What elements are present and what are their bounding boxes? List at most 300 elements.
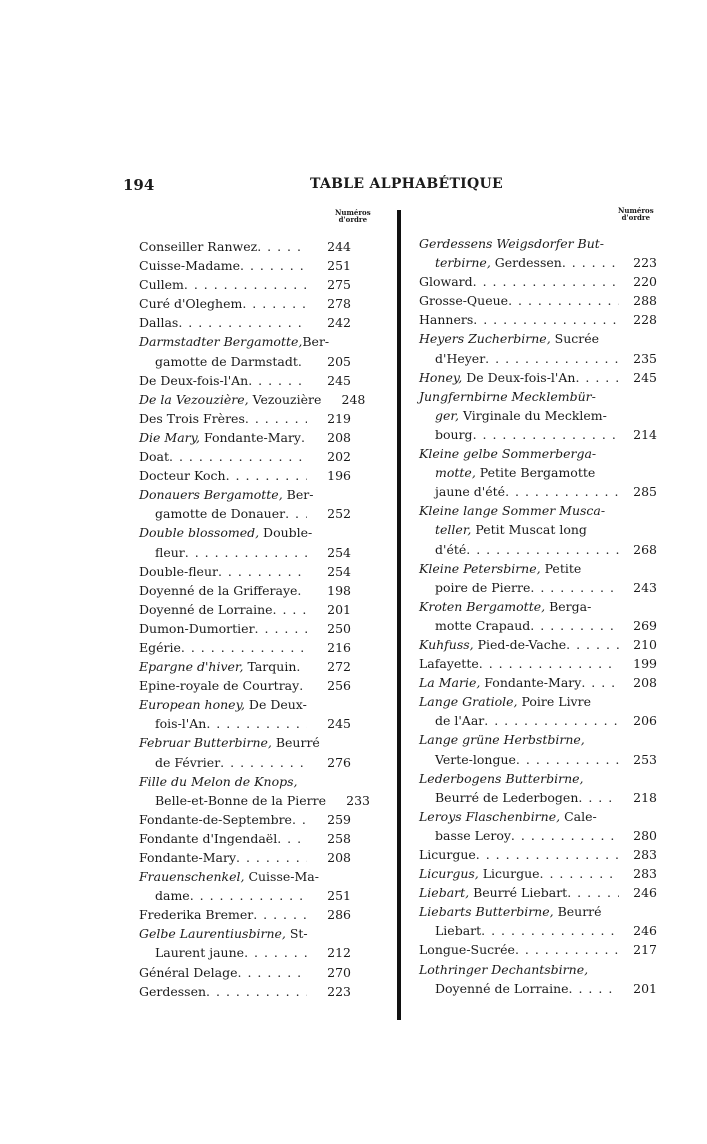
index-entry	[139, 466, 351, 485]
entry-name: Beurré	[271, 735, 320, 751]
entry-line	[419, 501, 657, 520]
entry-text	[139, 676, 299, 695]
leader-dots	[516, 750, 619, 769]
leader-dots	[505, 482, 619, 501]
entry-name: poire de Pierre	[435, 579, 531, 595]
index-entry	[139, 562, 351, 581]
entry-text	[435, 349, 485, 368]
index-entry	[419, 272, 657, 291]
leader-dots	[530, 578, 619, 597]
index-entry	[139, 619, 351, 638]
entry-line	[139, 963, 351, 982]
entry-name: de l'Aar	[435, 713, 485, 729]
leader-dots	[206, 714, 307, 733]
entry-number: 244	[327, 239, 351, 254]
entry-text	[139, 523, 312, 542]
entry-name: Double-fleur	[139, 563, 218, 579]
entry-name: De Deux-fois-l'An	[139, 372, 249, 388]
entry-number: 245	[327, 372, 351, 388]
entry-text	[435, 520, 587, 539]
entry-line	[139, 447, 351, 466]
entry-foreign-name: Donauers Bergamotte,	[139, 487, 283, 503]
entry-foreign-name: Epargne d'hiver,	[139, 659, 244, 675]
entry-name: Doyenné de Lorraine	[139, 601, 273, 617]
entry-foreign-name: Gerdessens Weigsdorfer But-	[419, 236, 605, 251]
entry-text	[139, 848, 236, 867]
index-entry	[139, 638, 351, 657]
entry-text	[419, 902, 602, 921]
index-entry	[419, 940, 657, 959]
leader-dots	[515, 940, 619, 959]
entry-name: Lafayette	[419, 656, 479, 672]
entry-text	[435, 750, 516, 769]
entry-name: Gerdessen	[490, 255, 562, 271]
index-entry	[419, 769, 657, 807]
entry-text	[155, 791, 326, 810]
entry-text	[139, 256, 240, 275]
entry-text	[435, 463, 595, 482]
entry-name: Petite Bergamotte	[475, 465, 596, 481]
leader-dots	[218, 562, 307, 581]
leader-dots	[569, 979, 619, 998]
entry-text	[419, 845, 476, 864]
entry-line	[139, 848, 351, 867]
entry-line	[419, 463, 657, 482]
leader-dots	[511, 826, 619, 845]
entry-name: Cullem	[139, 277, 184, 293]
entry-line	[419, 883, 657, 902]
entry-line	[419, 482, 657, 501]
entry-text	[435, 578, 530, 597]
entry-number: 218	[633, 789, 657, 805]
entry-text	[435, 482, 505, 501]
entry-name: Ber-	[302, 334, 330, 350]
index-entry	[419, 960, 657, 998]
entry-text	[419, 692, 591, 711]
entry-line	[419, 654, 657, 673]
index-entry	[139, 600, 351, 619]
entry-name: fleur	[155, 544, 185, 560]
entry-name: Fondante-Mary	[200, 429, 301, 445]
entry-text	[155, 352, 298, 371]
entry-line	[139, 371, 351, 390]
entry-number: 270	[327, 964, 351, 980]
entry-line	[139, 886, 351, 905]
entry-text	[419, 368, 575, 387]
entry-foreign-name: Heyers Zucherbirne,	[419, 331, 551, 347]
entry-line	[419, 750, 657, 769]
entry-line	[139, 523, 351, 542]
entry-text	[435, 788, 578, 807]
index-entry	[419, 845, 657, 864]
entry-number: 275	[327, 277, 351, 293]
entry-name: Ber-	[282, 487, 314, 503]
entry-line	[419, 864, 657, 883]
entry-number: 252	[327, 506, 351, 522]
entry-number: 210	[633, 636, 657, 652]
entry-number: 245	[327, 716, 351, 732]
entry-number: 246	[633, 885, 657, 901]
entry-name: Beurré de Lederbogen	[435, 789, 579, 805]
entry-text	[139, 772, 297, 791]
entry-line	[139, 676, 351, 695]
index-entry	[139, 294, 351, 313]
entry-name: Grosse-Queue	[419, 293, 509, 309]
entry-number: 254	[327, 563, 351, 579]
entry-number: 214	[633, 426, 657, 442]
index-entry	[419, 654, 657, 673]
entry-number: 253	[633, 751, 657, 767]
entry-name: Cuisse-Ma-	[244, 869, 319, 885]
entry-line	[419, 979, 657, 998]
entry-name: Beurré	[553, 904, 602, 920]
index-entry	[139, 447, 351, 466]
leader-dots	[248, 371, 307, 390]
entry-number: 258	[327, 830, 351, 846]
index-entry	[139, 390, 366, 409]
entry-text	[139, 466, 226, 485]
entry-text	[155, 753, 220, 772]
entry-name: Fondante-Mary	[139, 850, 237, 865]
entry-text	[419, 635, 566, 654]
entry-line	[139, 791, 370, 810]
index-entry	[419, 234, 657, 272]
entry-number: 254	[327, 544, 351, 560]
index-entry	[139, 733, 351, 771]
entry-line	[139, 390, 366, 409]
entry-name: Fondante-de-Septembre	[139, 811, 292, 827]
entry-name: Berga-	[545, 598, 592, 614]
entry-line	[419, 730, 657, 749]
leader-dots	[562, 253, 619, 272]
entry-text	[139, 237, 257, 256]
entry-text	[435, 406, 607, 425]
entry-text	[139, 275, 184, 294]
entry-line	[139, 275, 351, 294]
entry-name: Fondante-Mary	[480, 675, 582, 691]
entry-number: 286	[327, 907, 351, 923]
index-entry	[419, 387, 657, 444]
index-entry	[139, 485, 351, 523]
entry-foreign-name: Februar Butterbirne,	[139, 735, 272, 751]
entry-number: 233	[346, 792, 370, 808]
leader-dots	[566, 635, 619, 654]
entry-name: motte Crapaud	[435, 617, 531, 633]
entry-text	[139, 638, 181, 657]
index-entry	[419, 444, 657, 501]
entry-number: 202	[327, 449, 351, 465]
entry-number: 245	[633, 369, 657, 385]
entry-name: Gerdessen	[139, 983, 207, 999]
entry-number: 268	[633, 541, 657, 557]
entry-text	[155, 714, 206, 733]
index-entry	[139, 581, 351, 600]
entry-number: 251	[327, 258, 351, 274]
entry-number: 243	[633, 579, 657, 595]
entry-text	[435, 253, 562, 272]
entry-number: 201	[327, 601, 351, 617]
entry-line	[419, 540, 657, 559]
entry-number: 269	[633, 617, 657, 633]
entry-name: Petite	[540, 560, 582, 576]
leader-dots	[508, 291, 619, 310]
index-entry	[139, 905, 351, 924]
entry-line	[419, 807, 657, 826]
entry-text	[419, 864, 540, 883]
entry-line	[139, 504, 351, 523]
entry-foreign-name: La Marie,	[419, 675, 481, 691]
entry-text	[139, 963, 238, 982]
entry-name: Vezouzière	[248, 391, 322, 407]
index-entry	[419, 368, 657, 387]
entry-text	[139, 332, 329, 351]
entry-line	[419, 769, 657, 788]
entry-text	[435, 425, 473, 444]
column-heading-line1: Numéros	[335, 208, 371, 217]
entry-line	[139, 657, 351, 676]
entry-line	[419, 253, 657, 272]
leader-dots	[226, 466, 307, 485]
entry-name: Virginale du Mecklem-	[458, 407, 607, 423]
entry-line	[419, 692, 657, 711]
entry-text	[139, 829, 277, 848]
leader-dots	[257, 237, 307, 256]
entry-text	[155, 543, 185, 562]
index-entry	[139, 924, 351, 962]
index-entry	[139, 237, 351, 256]
column-heading-line2: d'ordre	[621, 213, 651, 222]
entry-text	[419, 444, 596, 463]
entry-line	[419, 940, 657, 959]
entry-name: Des Trois Frères	[139, 410, 245, 426]
leader-dots	[190, 886, 307, 905]
page-title: TABLE ALPHABÉTIQUE	[310, 176, 504, 192]
index-entry	[419, 730, 657, 768]
entry-text	[139, 695, 307, 714]
entry-line	[139, 753, 351, 772]
entry-name: Belle-et-Bonne de la Pierre	[155, 792, 326, 808]
entry-text	[419, 501, 605, 520]
entry-line	[139, 905, 351, 924]
entry-number: 208	[327, 429, 351, 445]
entry-line	[419, 960, 657, 979]
entry-line	[139, 294, 351, 313]
entry-line	[139, 772, 351, 791]
entry-text	[139, 581, 297, 600]
entry-number: 285	[633, 484, 657, 500]
entry-foreign-name: Lange Gratiole,	[419, 694, 518, 710]
index-entry	[139, 275, 351, 294]
entry-name: Curé d'Oleghem	[139, 296, 243, 312]
index-entry	[419, 291, 657, 310]
entry-name: Général Delage	[139, 964, 238, 980]
entry-line	[419, 349, 657, 368]
entry-number: 212	[327, 945, 351, 961]
entry-line	[139, 733, 351, 752]
entry-text	[419, 883, 567, 902]
entry-number: 217	[633, 942, 657, 958]
entry-line	[419, 826, 657, 845]
entry-text	[139, 371, 248, 390]
entry-name: Gloward	[419, 274, 473, 290]
entry-text	[435, 921, 481, 940]
entry-line	[419, 520, 657, 539]
leader-dots	[485, 349, 619, 368]
entry-line	[419, 578, 657, 597]
leader-dots	[236, 848, 307, 867]
leader-dots	[481, 921, 619, 940]
leader-dots	[567, 883, 619, 902]
entry-number: 288	[633, 293, 657, 309]
entry-text	[435, 979, 569, 998]
entry-text	[139, 924, 308, 943]
entry-line	[139, 466, 351, 485]
entry-line	[419, 616, 657, 635]
entry-text	[419, 387, 596, 406]
entry-number: 246	[633, 923, 657, 939]
leader-dots	[181, 638, 307, 657]
entry-foreign-name: Frauenschenkel,	[139, 869, 245, 885]
entry-line	[419, 368, 657, 387]
entry-number: 248	[341, 391, 366, 407]
entry-number: 223	[633, 255, 657, 271]
entry-foreign-name: Die Mary,	[139, 429, 200, 445]
column-heading-left	[335, 209, 371, 223]
entry-text	[139, 294, 242, 313]
entry-foreign-name: Double blossomed,	[139, 525, 260, 541]
entry-name: Docteur Koch	[139, 468, 226, 484]
entry-text	[155, 504, 285, 523]
entry-line	[419, 711, 657, 730]
entry-foreign-name: Kroten Bergamotte,	[419, 598, 546, 614]
leader-dots	[244, 943, 307, 962]
entry-text	[139, 982, 206, 1001]
entry-name: dame	[155, 888, 190, 904]
entry-name: Longue-Sucrée	[419, 942, 515, 958]
index-column-left	[139, 237, 370, 1001]
index-entry	[419, 807, 657, 845]
entry-text	[419, 673, 581, 692]
leader-dots	[277, 829, 307, 848]
entry-number: 205	[327, 353, 351, 369]
entry-foreign-name: Darmstadter Bergamotte,	[139, 334, 303, 350]
entry-text	[419, 291, 508, 310]
index-entry	[139, 332, 351, 370]
leader-dots	[581, 673, 619, 692]
entry-line	[139, 256, 351, 275]
entry-number: 283	[633, 847, 657, 862]
entry-name: Verte-longue	[435, 751, 516, 767]
entry-number: 223	[327, 983, 351, 999]
entry-number: 208	[327, 850, 351, 865]
entry-text	[419, 940, 515, 959]
index-entry	[419, 883, 657, 902]
entry-name: Pied-de-Vache	[473, 636, 567, 652]
entry-name: Dumon-Dumortier	[139, 620, 255, 636]
entry-name: gamotte de Donauer	[155, 506, 286, 522]
leader-dots	[184, 275, 307, 294]
entry-name: Hanners	[419, 312, 474, 328]
index-entry	[139, 256, 351, 275]
entry-number: 216	[327, 639, 351, 655]
entry-foreign-name: terbirne,	[435, 255, 491, 271]
entry-number: 259	[327, 811, 351, 827]
entry-line	[139, 867, 351, 886]
entry-text	[139, 485, 313, 504]
entry-foreign-name: Gelbe Laurentiusbirne,	[139, 926, 286, 942]
index-entry	[139, 963, 351, 982]
entry-line	[139, 581, 351, 600]
column-heading-line2: d'ordre	[338, 215, 368, 224]
entry-name: fois-l'An	[155, 716, 207, 732]
entry-name: Beurré Liebart	[469, 885, 568, 901]
leader-dots	[220, 753, 307, 772]
entry-number: 256	[327, 678, 351, 694]
leader-dots	[473, 272, 619, 291]
entry-text	[419, 272, 473, 291]
entry-line	[139, 695, 351, 714]
entry-name: Conseiller Ranwez	[139, 239, 258, 254]
index-entry	[419, 329, 657, 367]
entry-text	[419, 654, 479, 673]
index-entry	[139, 313, 351, 332]
entry-line	[419, 387, 657, 406]
entry-line	[139, 352, 351, 371]
entry-name: Doyenné de la Grifferaye	[139, 582, 298, 598]
entry-line	[139, 562, 351, 581]
entry-text	[155, 943, 244, 962]
entry-line	[419, 559, 657, 578]
entry-text	[139, 810, 292, 829]
entry-name: Tarquin	[243, 659, 297, 675]
entry-line	[419, 406, 657, 425]
entry-name: Double-	[259, 525, 313, 541]
entry-line	[419, 425, 657, 444]
entry-line	[139, 829, 351, 848]
leader-dots	[285, 504, 307, 523]
entry-number: 250	[327, 620, 351, 636]
leader-dots	[273, 600, 307, 619]
entry-text	[139, 562, 218, 581]
index-entry	[139, 409, 351, 428]
entry-number: 219	[327, 410, 351, 426]
leader-dots	[206, 982, 307, 1001]
entry-name: d'Heyer	[435, 350, 486, 366]
entry-text	[139, 733, 320, 752]
entry-number: 228	[633, 312, 657, 328]
page-number: 194	[123, 176, 155, 194]
entry-text	[139, 428, 301, 447]
entry-name: Sucrée	[550, 331, 600, 347]
entry-name: St-	[285, 926, 308, 942]
index-entry	[139, 657, 351, 676]
entry-foreign-name: Kuhfuss,	[419, 636, 474, 652]
entry-text	[419, 310, 473, 329]
entry-name: d'été	[435, 541, 467, 557]
entry-foreign-name: De la Vezouzière,	[139, 391, 249, 407]
leader-dots	[473, 425, 619, 444]
index-entry	[139, 772, 370, 810]
leader-dots	[255, 619, 307, 638]
leader-dots	[178, 313, 307, 332]
entry-line	[139, 810, 351, 829]
entry-foreign-name: Kleine lange Sommer Musca-	[419, 503, 606, 519]
leader-dots	[484, 711, 619, 730]
leader-dots	[292, 810, 307, 829]
index-entry	[139, 676, 351, 695]
entry-text	[419, 960, 588, 979]
entry-line	[139, 619, 351, 638]
